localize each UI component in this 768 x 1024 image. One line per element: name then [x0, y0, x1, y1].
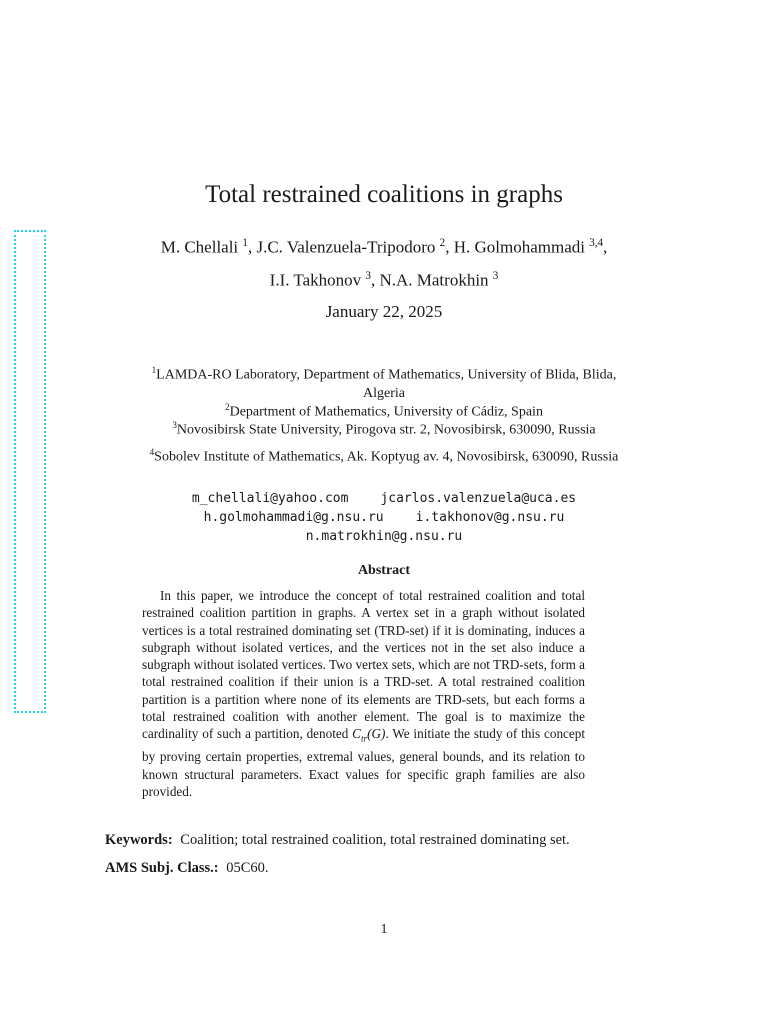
paper-date: January 22, 2025 — [325, 302, 443, 321]
author-name: H. Golmohammadi — [453, 237, 585, 257]
keywords-line — [105, 830, 665, 850]
author-affiliation-marker: 2 — [439, 237, 446, 249]
author-name: J.C. Valenzuela-Tripodoro — [256, 237, 436, 257]
email-address: h.golmohammadi@g.nsu.ru — [203, 510, 384, 525]
affiliation-marker: 1 — [151, 365, 157, 375]
affiliation-text: Novosibirsk State University, Pirogova str. 2, Novosibirsk, 630090, Russia — [176, 422, 596, 438]
author-name: N.A. Matrokhin — [379, 270, 489, 290]
abstract-text-part: . We initiate the study of this concept by proving certain properties, extremal values, general bounds, and its relation to known structural parameters. Exact values for specific graph families are also provided. — [142, 726, 585, 799]
keywords-label: Keywords: — [105, 832, 173, 848]
author-affiliation-marker: 3,4 — [589, 237, 604, 249]
abstract-text-part: In this paper, we introduce the concept of total restrained coalition and total restrained coalition partition in graphs. A vertex set in a graph without isolated vertices is a total restrained dominating set (TRD-set) if it is dominating, induces a subgraph without isolated vertices, and the vertices not in the set also induce a subgraph without isolated vertices. Two vertex sets, which are not TRD-sets, form a total restrained coalition if their union is a TRD-set. A total restrained coalition partition is a partition where none of its elements are TRD-sets, but each forms a total restrained coalition with another element. The goal is to maximize the cardinality of such a partition, denoted — [142, 588, 585, 742]
math-argument: (G) — [367, 726, 386, 742]
abstract-heading: Abstract — [357, 563, 411, 578]
email-row — [0, 527, 768, 546]
abstract-text — [142, 587, 585, 800]
author-name: M. Chellali — [160, 237, 239, 257]
email-row — [0, 489, 768, 508]
email-block — [0, 489, 768, 546]
keywords-value: Coalition; total restrained coalition, total restrained dominating set. — [180, 832, 570, 848]
ams-class-value: 05C60. — [226, 860, 269, 876]
author-name: I.I. Takhonov — [269, 270, 362, 290]
ams-class-line — [105, 858, 665, 878]
affiliation-text: Department of Mathematics, University of Cádiz, Spain — [229, 404, 543, 420]
ams-class-label: AMS Subj. Class.: — [105, 860, 219, 876]
page-number: 1 — [380, 922, 388, 937]
email-address: m_chellali@yahoo.com — [191, 491, 349, 506]
math-symbol: C — [352, 726, 361, 742]
affiliation-marker: 4 — [149, 447, 155, 457]
email-address: jcarlos.valenzuela@uca.es — [380, 491, 577, 506]
email-address: i.takhonov@g.nsu.ru — [415, 510, 565, 525]
affiliation-1 — [0, 361, 768, 403]
email-row — [0, 508, 768, 527]
affiliation-3 — [0, 416, 768, 440]
affiliation-marker: 2 — [225, 402, 230, 412]
author-line-1: M. Chellali $^1$, J.C. Valenzuela-Tripodoro $^2$, H. Golmohammadi $^{3,4}$, — [160, 237, 608, 257]
math-subscript: tr — [360, 734, 368, 745]
affiliation-text: Sobolev Institute of Mathematics, Ak. Koptyug av. 4, Novosibirsk, 630090, Russia — [154, 449, 619, 465]
affiliation-text: LAMDA-RO Laboratory, Department of Mathematics, University of Blida, Blida, Algeria — [156, 367, 617, 401]
author-affiliation-marker: 3 — [365, 270, 371, 282]
author-line-2: I.I. Takhonov $^3$, N.A. Matrokhin $^3$ — [269, 270, 499, 290]
email-address: n.matrokhin@g.nsu.ru — [305, 529, 463, 544]
author-affiliation-marker: 3 — [492, 270, 499, 282]
paper-title: Total restrained coalitions in graphs — [205, 181, 563, 208]
affiliation-marker: 3 — [172, 420, 177, 430]
affiliation-4 — [0, 443, 768, 467]
author-affiliation-marker: 1 — [242, 237, 248, 249]
